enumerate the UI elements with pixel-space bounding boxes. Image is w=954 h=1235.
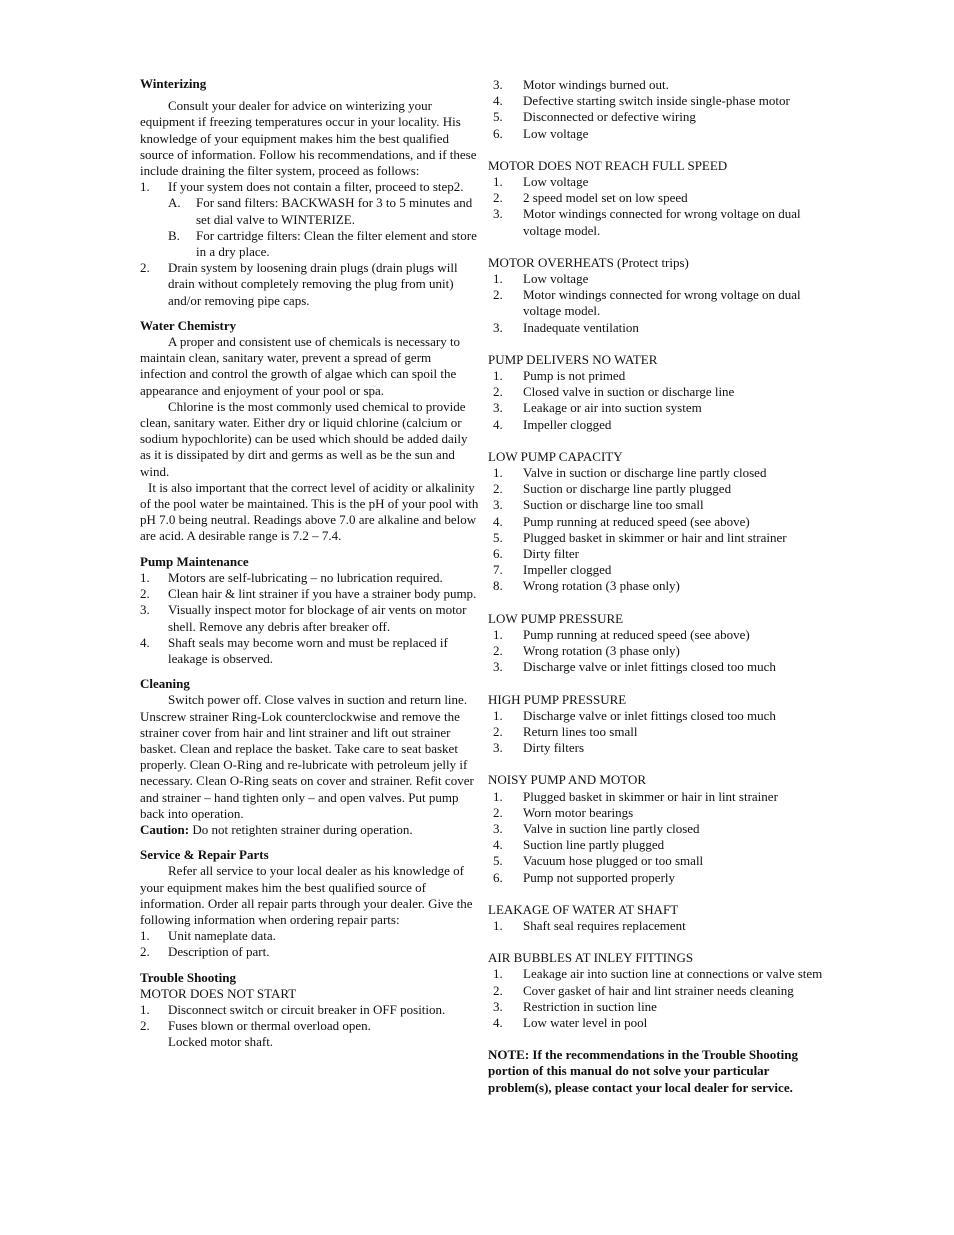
- note-paragraph: NOTE: If the recommendations in the Trouble Shooting portion of this manual do not solve your particular problem(s), please contact your local dealer for service.: [488, 1047, 798, 1095]
- list-text: Plugged basket in skimmer or hair and lint strainer: [523, 529, 787, 545]
- trouble-section-title: NOISY PUMP AND MOTOR: [488, 772, 647, 788]
- water-chemistry-heading: Water Chemistry: [140, 317, 237, 333]
- list-text: Inadequate ventilation: [523, 319, 639, 335]
- list-item: [140, 602, 480, 634]
- list-number: 2.: [140, 944, 150, 960]
- list-text: Suction or discharge line too small: [523, 497, 704, 513]
- list-item: [488, 93, 828, 109]
- list-text: Drain system by loosening drain plugs (drain plugs will drain without completely removing the plug from unit) and/or removing pipe caps.: [168, 260, 458, 308]
- list-item: [488, 384, 828, 400]
- list-text: Low voltage: [523, 271, 589, 287]
- list-text: Valve in suction or discharge line partly closed: [523, 465, 767, 481]
- list-text: Impeller clogged: [523, 416, 612, 432]
- list-text: Pump running at reduced speed (see above): [523, 626, 750, 642]
- list-text: Suction line partly plugged: [523, 837, 665, 853]
- list-text: 2 speed model set on low speed: [523, 190, 688, 206]
- caution-label: Caution:: [140, 821, 190, 837]
- list-item: [488, 966, 828, 982]
- trouble-section-title: LEAKAGE OF WATER AT SHAFT: [488, 901, 679, 917]
- list-item: [488, 530, 828, 546]
- list-number: 1.: [493, 465, 503, 481]
- list-item: [488, 708, 828, 724]
- list-number: 1.: [493, 788, 503, 804]
- list-text: Shaft seals may become worn and must be replaced if leakage is observed.: [168, 634, 448, 666]
- list-item: [488, 417, 828, 433]
- list-text: Pump running at reduced speed (see above): [523, 513, 750, 529]
- list-item: [488, 497, 828, 513]
- list-text: Description of part.: [168, 944, 270, 960]
- list-number: 3.: [493, 820, 503, 836]
- list-item: [488, 578, 828, 594]
- trouble-section: [488, 934, 828, 1031]
- list-item: [488, 126, 828, 142]
- water-chemistry-paragraph: It is also important that the correct level of acidity or alkalinity of the pool water be maintained. This is the pH of your pool with pH 7.0 being neutral. Readings above 7.0 are alkaline and below are acid. A desirable range is 7.2 – 7.4.: [140, 479, 479, 544]
- trouble-section-title: LOW PUMP CAPACITY: [488, 448, 623, 464]
- pump-maintenance-heading: Pump Maintenance: [140, 553, 249, 569]
- trouble-section-title: MOTOR OVERHEATS (Protect trips): [488, 254, 689, 270]
- list-text: Vacuum hose plugged or too small: [523, 853, 704, 869]
- list-item: [488, 983, 828, 999]
- list-number: 3.: [493, 206, 503, 222]
- list-item: [488, 109, 828, 125]
- list-number: 8.: [493, 578, 503, 594]
- list-number: 1.: [493, 271, 503, 287]
- list-text: Disconnect switch or circuit breaker in OFF position.: [168, 1001, 446, 1017]
- trouble-section: [488, 676, 828, 757]
- list-item: [488, 821, 828, 837]
- list-text: Defective starting switch inside single-phase motor: [523, 93, 790, 109]
- list-number: 2.: [140, 1018, 150, 1034]
- list-item: [140, 1002, 480, 1018]
- list-number: 1.: [140, 1001, 150, 1017]
- water-chemistry-paragraph: A proper and consistent use of chemicals is necessary to maintain clean, sanitary water, prevent a spread of germ infection and control the growth of algae which can spoil the appearance and enjoyment of your pool or spa.: [140, 334, 461, 398]
- list-number: 3.: [493, 659, 503, 675]
- list-item: [140, 635, 480, 667]
- list-number: 2.: [493, 287, 503, 303]
- winterizing-paragraph: Consult your dealer for advice on winterizing your equipment if freezing temperatures occur in your locality. His knowledge of your equipment makes him the best qualified source of information. Follow his recommendations, and if these include draining the filter system, proceed as follows:: [140, 98, 477, 179]
- list-number: 2.: [493, 481, 503, 497]
- trouble-section-title: LOW PUMP PRESSURE: [488, 610, 624, 626]
- list-item: [488, 805, 828, 821]
- list-item: [488, 400, 828, 416]
- list-text: Low water level in pool: [523, 1014, 648, 1030]
- list-text: Closed valve in suction or discharge line: [523, 384, 735, 400]
- list-number: 2.: [140, 586, 150, 602]
- trouble-section: [488, 142, 828, 239]
- list-item: [488, 659, 828, 675]
- list-text: Leakage air into suction line at connections or valve stem: [523, 966, 823, 982]
- list-text: Fuses blown or thermal overload open.: [168, 1018, 371, 1034]
- list-text: If your system does not contain a filter, proceed to step2.: [168, 179, 464, 195]
- list-item: [488, 724, 828, 740]
- list-text: Dirty filters: [523, 740, 585, 756]
- list-item: [488, 481, 828, 497]
- list-text: Wrong rotation (3 phase only): [523, 578, 680, 594]
- list-continuation: Locked motor shaft.: [168, 1034, 274, 1050]
- list-text: Dirty filter: [523, 546, 579, 562]
- list-text: Suction or discharge line partly plugged: [523, 481, 732, 497]
- list-text: Return lines too small: [523, 723, 638, 739]
- list-item: [140, 586, 480, 602]
- list-text: Motor windings burned out.: [523, 77, 669, 92]
- list-number: 2.: [493, 723, 503, 739]
- list-number: 6.: [493, 869, 503, 885]
- list-number: 4.: [493, 416, 503, 432]
- list-number: 1.: [493, 626, 503, 642]
- list-number: 6.: [493, 125, 503, 141]
- list-text: Shaft seal requires replacement: [523, 917, 686, 933]
- list-number: 3.: [493, 77, 503, 92]
- list-text: Motor windings connected for wrong voltage on dual voltage model.: [523, 287, 801, 319]
- list-number: 6.: [493, 546, 503, 562]
- list-text: Cover gasket of hair and lint strainer needs cleaning: [523, 982, 794, 998]
- cleaning-heading: Cleaning: [140, 676, 190, 692]
- trouble-section: [488, 756, 828, 885]
- list-item: [488, 77, 828, 93]
- list-text: Restriction in suction line: [523, 998, 657, 1014]
- list-number: 1.: [493, 917, 503, 933]
- caution-text: Do not retighten strainer during operation.: [192, 821, 413, 837]
- list-number: 4.: [140, 634, 150, 650]
- trouble-section: [488, 886, 828, 934]
- trouble-shooting-heading: Trouble Shooting: [140, 969, 236, 985]
- trouble-section-title: MOTOR DOES NOT REACH FULL SPEED: [488, 157, 728, 173]
- list-text: Discharge valve or inlet fittings closed too much: [523, 707, 776, 723]
- trouble-section-title: HIGH PUMP PRESSURE: [488, 691, 627, 707]
- list-text: Motors are self-lubricating – no lubrication required.: [168, 569, 443, 585]
- list-number: 1.: [140, 179, 150, 195]
- list-item: [488, 271, 828, 287]
- sub-list-item: [140, 195, 480, 227]
- list-item: [488, 206, 828, 238]
- list-item: [488, 174, 828, 190]
- list-text: Visually inspect motor for blockage of air vents on motor shell. Remove any debris after breaker off.: [168, 602, 467, 634]
- list-number: 7.: [493, 562, 503, 578]
- list-number: 4.: [493, 1014, 503, 1030]
- list-text: Disconnected or defective wiring: [523, 109, 696, 125]
- list-text: For cartridge filters: Clean the filter element and store in a dry place.: [196, 227, 477, 260]
- trouble-section: [488, 595, 828, 676]
- list-number: 5.: [493, 853, 503, 869]
- service-heading: Service & Repair Parts: [140, 847, 269, 863]
- right-column: [488, 77, 828, 1096]
- list-text: Worn motor bearings: [523, 804, 634, 820]
- list-number: 1.: [140, 928, 150, 944]
- trouble-section: [488, 433, 828, 595]
- list-number: 3.: [493, 319, 503, 335]
- list-item: [488, 546, 828, 562]
- list-item: [140, 928, 480, 944]
- list-number: 2.: [493, 190, 503, 206]
- list-item: [140, 944, 480, 960]
- list-text: Impeller clogged: [523, 562, 612, 578]
- list-item: [140, 179, 480, 195]
- list-number: 2.: [140, 260, 150, 276]
- list-item: [488, 368, 828, 384]
- list-number: 4.: [493, 513, 503, 529]
- list-item: [488, 837, 828, 853]
- list-number: 2.: [493, 982, 503, 998]
- list-item: [140, 1018, 480, 1034]
- list-text: For sand filters: BACKWASH for 3 to 5 minutes and set dial valve to WINTERIZE.: [196, 195, 473, 227]
- list-text: Motor windings connected for wrong voltage on dual voltage model.: [523, 206, 801, 238]
- list-item: [488, 870, 828, 886]
- trouble-section: [488, 336, 828, 433]
- list-item: [488, 465, 828, 481]
- list-number: 1.: [493, 368, 503, 384]
- list-number: 4.: [493, 93, 503, 109]
- cleaning-paragraph: Switch power off. Close valves in suction and return line. Unscrew strainer Ring-Lok counterclockwise and remove the strainer cover from hair and lint strainer and lift out strainer basket. Clean and replace the basket. Take care to seat basket properly. Clean O-Ring and re-lubricate with petroleum jelly if necessary. Clean O-Ring seats on cover and strainer. Refit cover and strainer – hand tighten only – and open valves. Put pump back into operation.: [140, 692, 474, 821]
- list-item: [488, 514, 828, 530]
- trouble-sections: [488, 77, 828, 1031]
- trouble-section-title: PUMP DELIVERS NO WATER: [488, 351, 658, 367]
- list-text: Valve in suction line partly closed: [523, 820, 700, 836]
- service-paragraph: Refer all service to your local dealer as his knowledge of your equipment makes him the best qualified source of information. Order all repair parts through your dealer. Give the following information when ordering repair parts:: [140, 863, 473, 927]
- list-number: 1.: [493, 966, 503, 982]
- list-number: 3.: [493, 400, 503, 416]
- list-number: 1.: [140, 569, 150, 585]
- trouble-section: [488, 77, 828, 142]
- list-number: 5.: [493, 109, 503, 125]
- list-text: Clean hair & lint strainer if you have a strainer body pump.: [168, 586, 477, 602]
- list-item: [488, 999, 828, 1015]
- list-item: [488, 918, 828, 934]
- list-number: 1.: [493, 174, 503, 190]
- list-text: Unit nameplate data.: [168, 928, 276, 944]
- list-text: Plugged basket in skimmer or hair in lint strainer: [523, 788, 778, 804]
- list-text: Leakage or air into suction system: [523, 400, 702, 416]
- list-item: [488, 853, 828, 869]
- list-number: 2.: [493, 384, 503, 400]
- list-text: Discharge valve or inlet fittings closed too much: [523, 659, 776, 675]
- list-number: 3.: [493, 998, 503, 1014]
- list-item: [488, 190, 828, 206]
- list-text: Low voltage: [523, 174, 589, 190]
- trouble-subheading: MOTOR DOES NOT START: [140, 985, 297, 1001]
- list-number: 2.: [493, 643, 503, 659]
- list-item: [488, 627, 828, 643]
- list-text: Wrong rotation (3 phase only): [523, 643, 680, 659]
- list-item: [140, 260, 480, 309]
- list-item: [140, 570, 480, 586]
- trouble-section-title: AIR BUBBLES AT INLEY FITTINGS: [488, 950, 694, 966]
- list-item: [488, 740, 828, 756]
- list-number: 5.: [493, 529, 503, 545]
- list-item: [488, 643, 828, 659]
- list-number: 1.: [493, 707, 503, 723]
- sub-list-item: [140, 228, 480, 260]
- left-column: [140, 76, 480, 1051]
- list-item: [488, 287, 828, 319]
- trouble-section: [488, 239, 828, 336]
- winterizing-heading: Winterizing: [140, 76, 207, 91]
- list-number: 3.: [493, 740, 503, 756]
- caution-line: [140, 822, 480, 838]
- list-item: [488, 1015, 828, 1031]
- list-number: A.: [168, 195, 181, 211]
- water-chemistry-paragraph: Chlorine is the most commonly used chemical to provide clean, sanitary water. Either dry or liquid chlorine (calcium or sodium hypochlorite) can be used which should be added daily as it is dissipated by dirt and germs as well as be the sun and wind.: [140, 398, 468, 479]
- list-number: 4.: [493, 837, 503, 853]
- list-text: Low voltage: [523, 125, 589, 141]
- list-item: [488, 789, 828, 805]
- list-number: 3.: [140, 602, 150, 618]
- list-text: Pump is not primed: [523, 368, 626, 384]
- list-number: 2.: [493, 804, 503, 820]
- list-text: Pump not supported properly: [523, 869, 676, 885]
- list-item: [488, 320, 828, 336]
- list-number: 3.: [493, 497, 503, 513]
- list-number: B.: [168, 227, 180, 243]
- list-item: [488, 562, 828, 578]
